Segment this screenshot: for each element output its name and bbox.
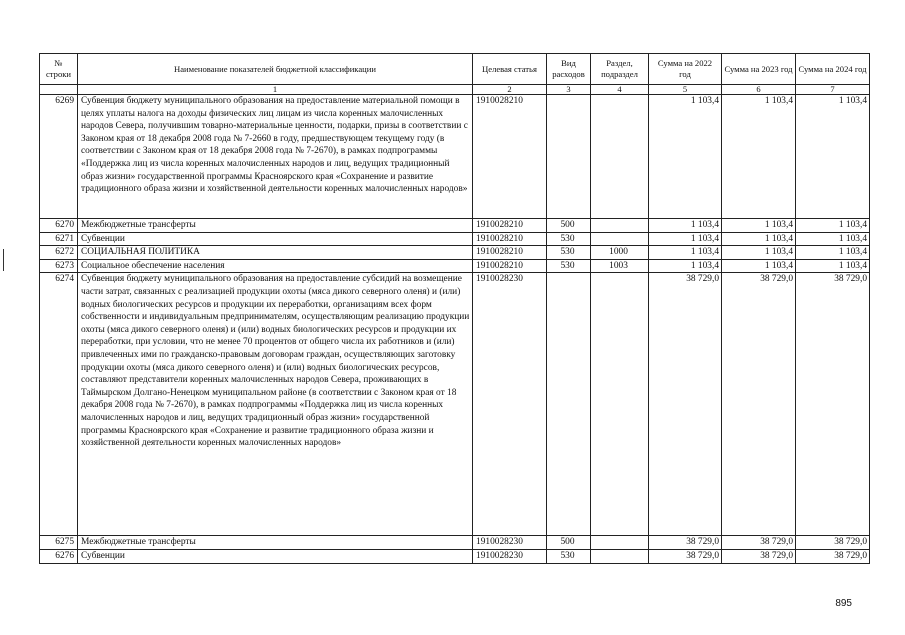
row-expense-type: 530 [547,259,591,273]
row-expense-type: 530 [547,246,591,260]
column-number-row [40,85,870,95]
row-sum-2023: 38 729,0 [722,536,796,550]
row-section: 1000 [591,246,649,260]
row-target-article: 1910028210 [473,246,547,260]
row-number: 6270 [40,219,78,233]
row-sum-2023: 1 103,4 [722,259,796,273]
header-row-number: № строки [40,54,78,85]
column-number: 2 [473,85,547,95]
row-sum-2022: 1 103,4 [649,246,722,260]
row-section [591,232,649,246]
row-sum-2024: 38 729,0 [796,549,870,563]
header-row [40,54,870,85]
table-row [40,549,870,563]
row-target-article: 1910028230 [473,273,547,536]
table-row [40,273,870,536]
row-target-article: 1910028210 [473,219,547,233]
header-sum-2024: Сумма на 2024 год [796,54,870,85]
margin-mark [3,249,4,271]
column-number: 7 [796,85,870,95]
row-sum-2023: 1 103,4 [722,232,796,246]
row-target-article: 1910028230 [473,536,547,550]
row-sum-2023: 1 103,4 [722,246,796,260]
column-number: 1 [78,85,473,95]
row-sum-2023: 1 103,4 [722,95,796,219]
row-target-article: 1910028210 [473,232,547,246]
row-sum-2022: 38 729,0 [649,549,722,563]
row-sum-2024: 38 729,0 [796,273,870,536]
row-number: 6274 [40,273,78,536]
row-sum-2023: 38 729,0 [722,273,796,536]
row-sum-2024: 1 103,4 [796,246,870,260]
row-expense-type: 530 [547,232,591,246]
row-name: Межбюджетные трансферты [78,219,473,233]
row-expense-type: 500 [547,536,591,550]
row-sum-2024: 1 103,4 [796,259,870,273]
row-name: Субвенции [78,232,473,246]
column-number: 3 [547,85,591,95]
row-target-article: 1910028210 [473,259,547,273]
row-expense-type: 530 [547,549,591,563]
header-expense-type: Вид расходов [547,54,591,85]
column-number: 6 [722,85,796,95]
column-number: 5 [649,85,722,95]
row-sum-2022: 1 103,4 [649,95,722,219]
row-name: СОЦИАЛЬНАЯ ПОЛИТИКА [78,246,473,260]
row-section [591,536,649,550]
row-number: 6271 [40,232,78,246]
row-number: 6275 [40,536,78,550]
table-row [40,219,870,233]
table-row [40,246,870,260]
table-row [40,95,870,219]
row-name: Социальное обеспечение населения [78,259,473,273]
row-section [591,273,649,536]
row-number: 6272 [40,246,78,260]
row-name: Субвенция бюджету муниципального образования на предоставление субсидий на возмещение части затрат, связанных с реализацией продукции охоты (мяса дикого северного оленя) и (или) водных биологических ресурсов и продукции их переработки, организациям всех форм собственности и индивидуальным предпринимателям, осуществляющим реализацию продукции охоты (мяса дикого северного оленя) и (или) водных биологических ресурсов и продукции их переработки, при условии, что не менее 70 процентов от общего числа их работников и (или) привлеченных ими по гражданско-правовым договорам граждан, осуществляющих заготовку продукции охоты (мяса дикого северного оленя) и (или) водных биологических ресурсов, составляют представители коренных малочисленных народов Севера, проживающих в Таймырском Долгано-Ненецком муниципальном районе (в соответствии с Законом края от 18 декабря 2008 года № 7-2670), в рамках подпрограммы «Поддержка лиц из числа коренных малочисленных народов и лиц, ведущих традиционный образ жизни» государственной программы Красноярского края «Сохранение и развитие традиционного образа жизни и хозяйственной деятельности коренных малочисленных народов» [78,273,473,536]
header-sum-2023: Сумма на 2023 год [722,54,796,85]
row-expense-type [547,95,591,219]
header-sum-2022: Сумма на 2022 год [649,54,722,85]
row-sum-2022: 1 103,4 [649,232,722,246]
row-expense-type: 500 [547,219,591,233]
column-number: 4 [591,85,649,95]
row-name: Межбюджетные трансферты [78,536,473,550]
table-row [40,259,870,273]
row-section [591,549,649,563]
row-number: 6269 [40,95,78,219]
row-sum-2024: 38 729,0 [796,536,870,550]
row-name: Субвенция бюджету муниципального образования на предоставление материальной помощи в целях уплаты налога на доходы физических лиц лицам из числа коренных малочисленных народов Севера, получившим товарно-материальные ценности, подарки, призы в соответствии с Законом края от 18 декабря 2008 года № 7-2660 в году, предшествующем текущему году (в соответствии с Законом края от 18 декабря 2008 года № 7-2670), в рамках подпрограммы «Поддержка лиц из числа коренных малочисленных народов и лиц, ведущих традиционный образ жизни» государственной программы Красноярского края «Сохранение и развитие традиционного образа жизни и хозяйственной деятельности коренных малочисленных народов» [78,95,473,219]
row-section [591,95,649,219]
header-target-article: Целевая статья [473,54,547,85]
row-number: 6273 [40,259,78,273]
row-section: 1003 [591,259,649,273]
table-row [40,536,870,550]
column-number-blank [40,85,78,95]
row-sum-2023: 38 729,0 [722,549,796,563]
header-indicator-name: Наименование показателей бюджетной классификации [78,54,473,85]
row-sum-2024: 1 103,4 [796,219,870,233]
row-sum-2024: 1 103,4 [796,232,870,246]
row-target-article: 1910028230 [473,549,547,563]
row-section [591,219,649,233]
header-section: Раздел, подраздел [591,54,649,85]
row-target-article: 1910028210 [473,95,547,219]
row-name: Субвенции [78,549,473,563]
row-sum-2022: 38 729,0 [649,273,722,536]
row-sum-2022: 38 729,0 [649,536,722,550]
row-number: 6276 [40,549,78,563]
row-sum-2022: 1 103,4 [649,219,722,233]
row-sum-2022: 1 103,4 [649,259,722,273]
row-expense-type [547,273,591,536]
page-number: 895 [835,598,852,609]
budget-table [39,53,870,564]
table-row [40,232,870,246]
row-sum-2023: 1 103,4 [722,219,796,233]
row-sum-2024: 1 103,4 [796,95,870,219]
